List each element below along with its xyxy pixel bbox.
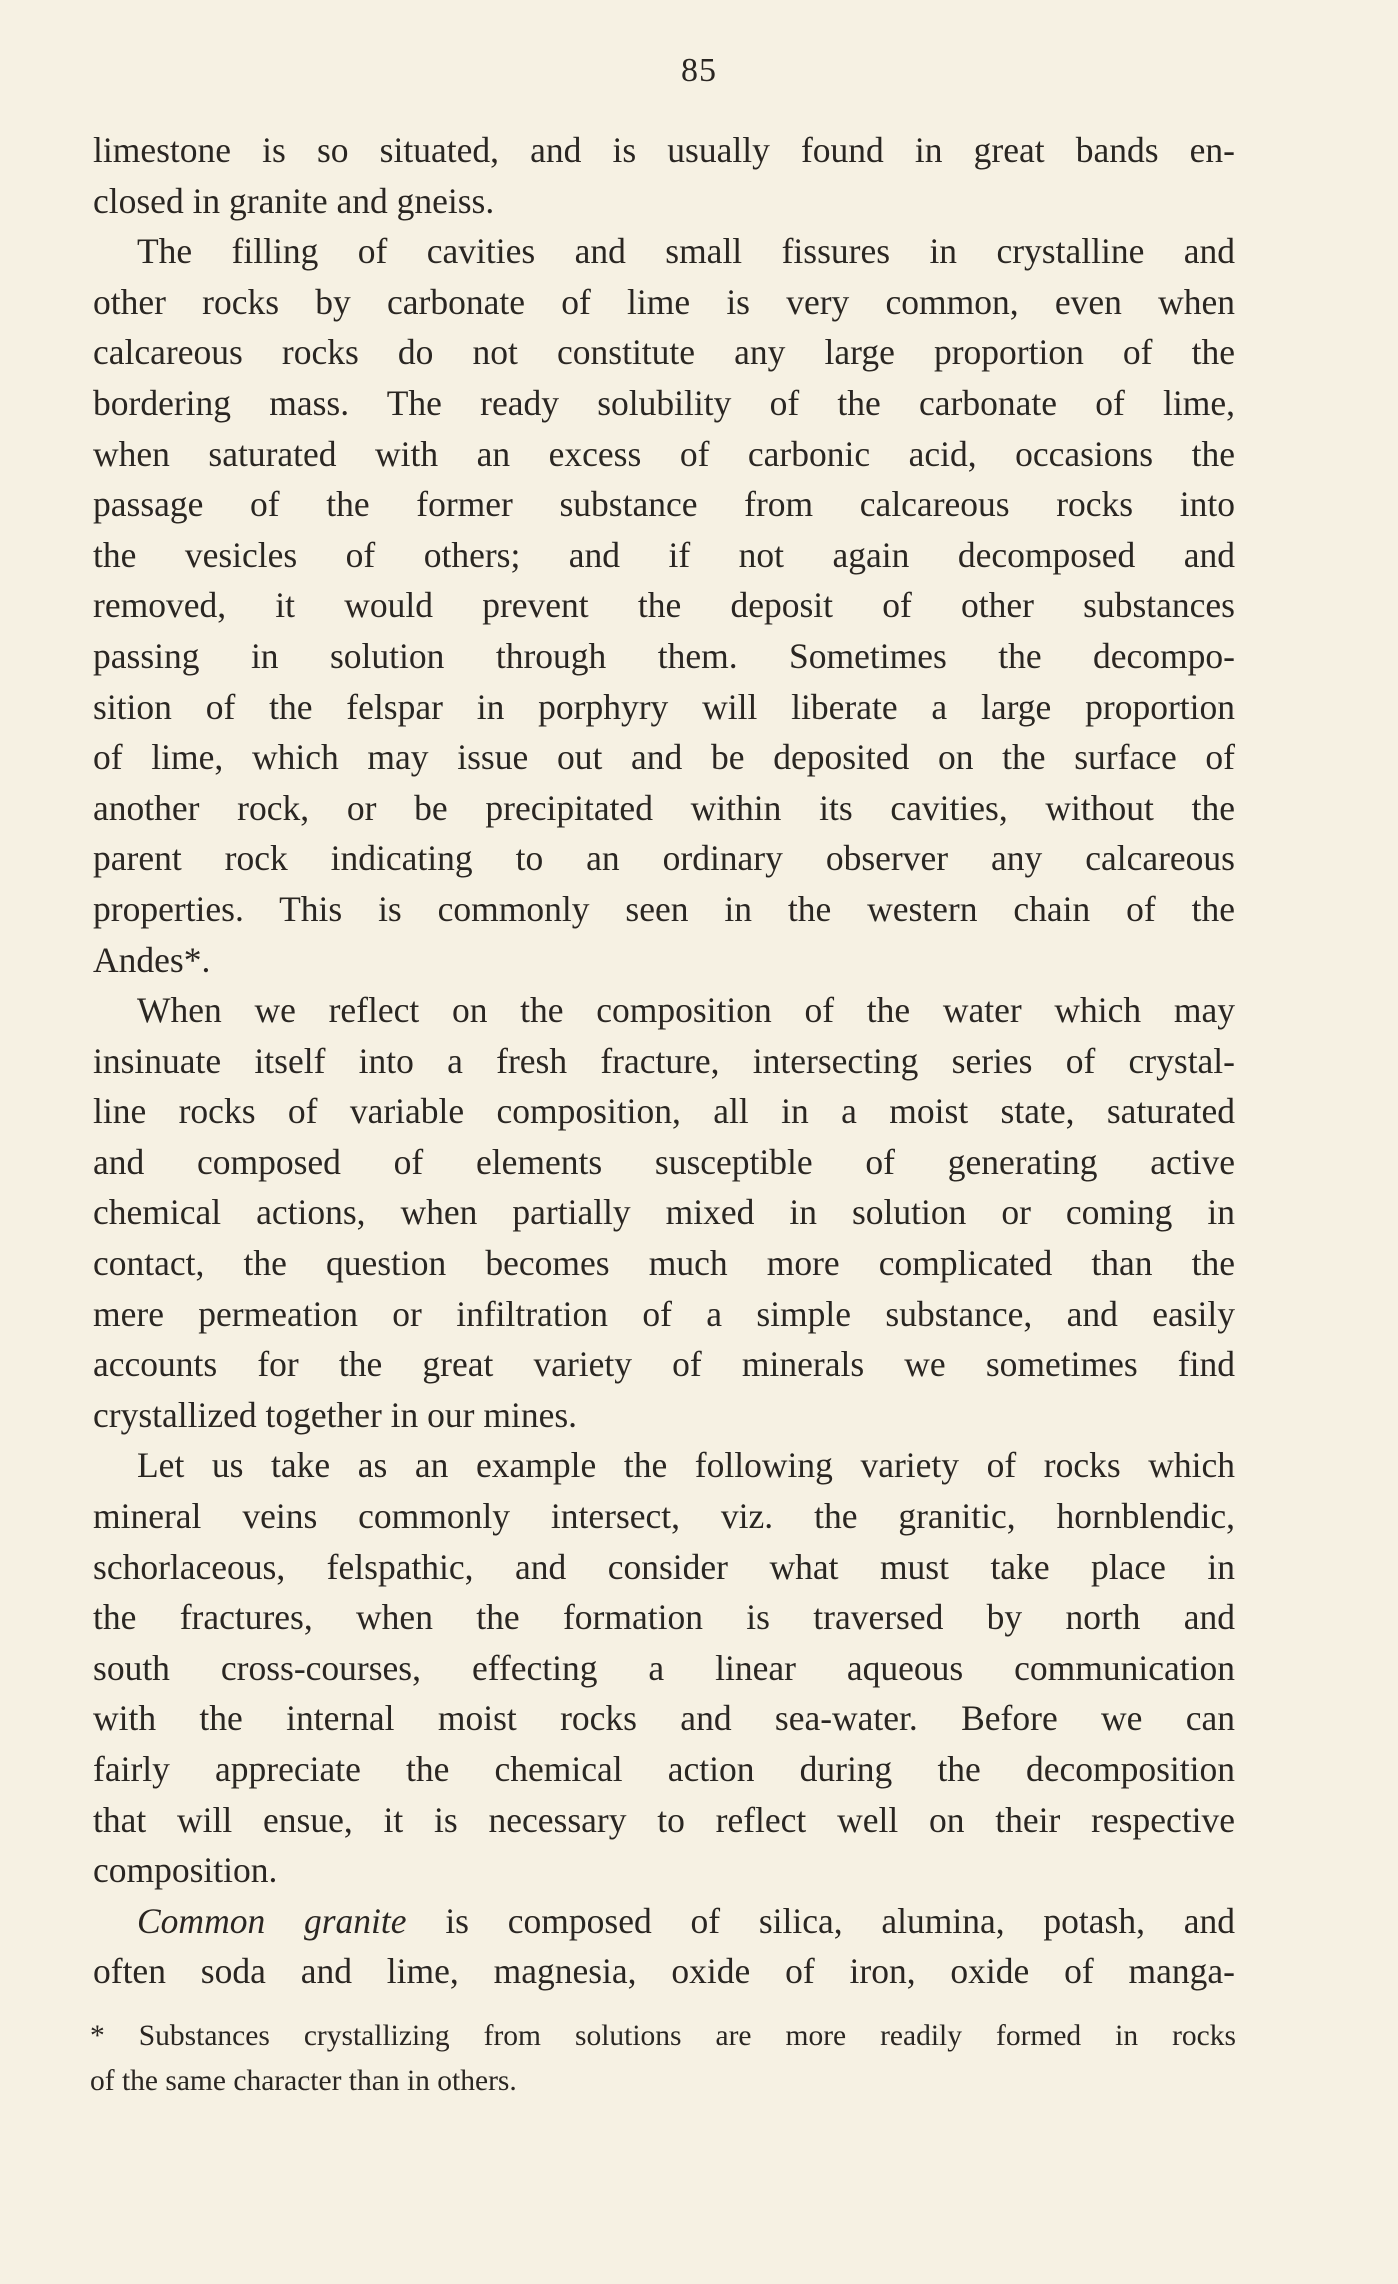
- text-line: passing in solution through them. Sometimes the decompo-: [93, 635, 1235, 676]
- text-line: schorlaceous, felspathic, and consider what must take place in: [93, 1546, 1235, 1587]
- page-number: 85: [681, 52, 717, 89]
- text-line: that will ensue, it is necessary to reflect well on their respective: [93, 1799, 1235, 1840]
- italic-term: Common granite: [137, 1900, 407, 1941]
- text-line: the fractures, when the formation is traversed by north and: [93, 1597, 1235, 1638]
- text-line: another rock, or be precipitated within its cavities, without the: [93, 787, 1235, 828]
- text-line: Andes*.: [93, 939, 211, 980]
- text-line: crystallized together in our mines.: [93, 1394, 578, 1435]
- text-line: removed, it would prevent the deposit of other substances: [93, 585, 1235, 626]
- text-line: when saturated with an excess of carbonic acid, occasions the: [93, 433, 1235, 474]
- text-line: often soda and lime, magnesia, oxide of iron, oxide of manga-: [93, 1951, 1235, 1992]
- text-line: mere permeation or infiltration of a simple substance, and easily: [93, 1293, 1235, 1334]
- text-line: other rocks by carbonate of lime is very common, even when: [93, 281, 1235, 322]
- text-line-granite: [93, 1896, 1235, 1947]
- text-line: line rocks of variable composition, all in a moist state, saturated: [93, 1091, 1235, 1132]
- text-line: of lime, which may issue out and be deposited on the surface of: [93, 737, 1235, 778]
- text-line: passage of the former substance from calcareous rocks into: [93, 484, 1235, 525]
- text-line: contact, the question becomes much more complicated than the: [93, 1243, 1235, 1284]
- text-line: sition of the felspar in porphyry will liberate a large proportion: [93, 686, 1235, 727]
- text-line: south cross-courses, effecting a linear aqueous communication: [93, 1647, 1235, 1688]
- text-line: parent rock indicating to an ordinary observer any calcareous: [93, 838, 1235, 879]
- text-line: fairly appreciate the chemical action during the decomposition: [93, 1749, 1235, 1789]
- text-line: calcareous rocks do not constitute any large proportion of the: [93, 332, 1235, 373]
- text-line: composition.: [93, 1850, 278, 1891]
- text-line: Let us take as an example the following variety of rocks which: [137, 1445, 1235, 1486]
- footnote: [90, 2014, 1236, 2104]
- footnote-line: * Substances crystallizing from solutions are more readily formed in rocks: [90, 2020, 1236, 2052]
- text-line: limestone is so situated, and is usually found in great bands en-: [93, 130, 1235, 170]
- text-line: with the internal moist rocks and sea-water. Before we can: [93, 1698, 1235, 1739]
- text-line: the vesicles of others; and if not again decomposed and: [93, 534, 1235, 575]
- text-line: bordering mass. The ready solubility of the carbonate of lime,: [93, 382, 1235, 423]
- body-text: [93, 125, 1235, 1997]
- text-line: The filling of cavities and small fissures in crystalline and: [137, 231, 1235, 272]
- text-line: When we reflect on the composition of the water which may: [137, 990, 1235, 1031]
- text-line: and composed of elements susceptible of generating active: [93, 1141, 1235, 1182]
- text-line: insinuate itself into a fresh fracture, intersecting series of crystal-: [93, 1040, 1235, 1081]
- text-line: mineral veins commonly intersect, viz. the granitic, hornblendic,: [93, 1496, 1235, 1537]
- text-line-rest: is composed of silica, alumina, potash, and: [445, 1900, 1236, 1941]
- text-line: properties. This is commonly seen in the western chain of the: [93, 888, 1235, 929]
- text-line: closed in granite and gneiss.: [93, 180, 495, 221]
- text-line: chemical actions, when partially mixed in solution or coming in: [93, 1192, 1235, 1233]
- text-line: accounts for the great variety of minerals we sometimes find: [93, 1344, 1235, 1385]
- footnote-line: of the same character than in others.: [90, 2065, 517, 2097]
